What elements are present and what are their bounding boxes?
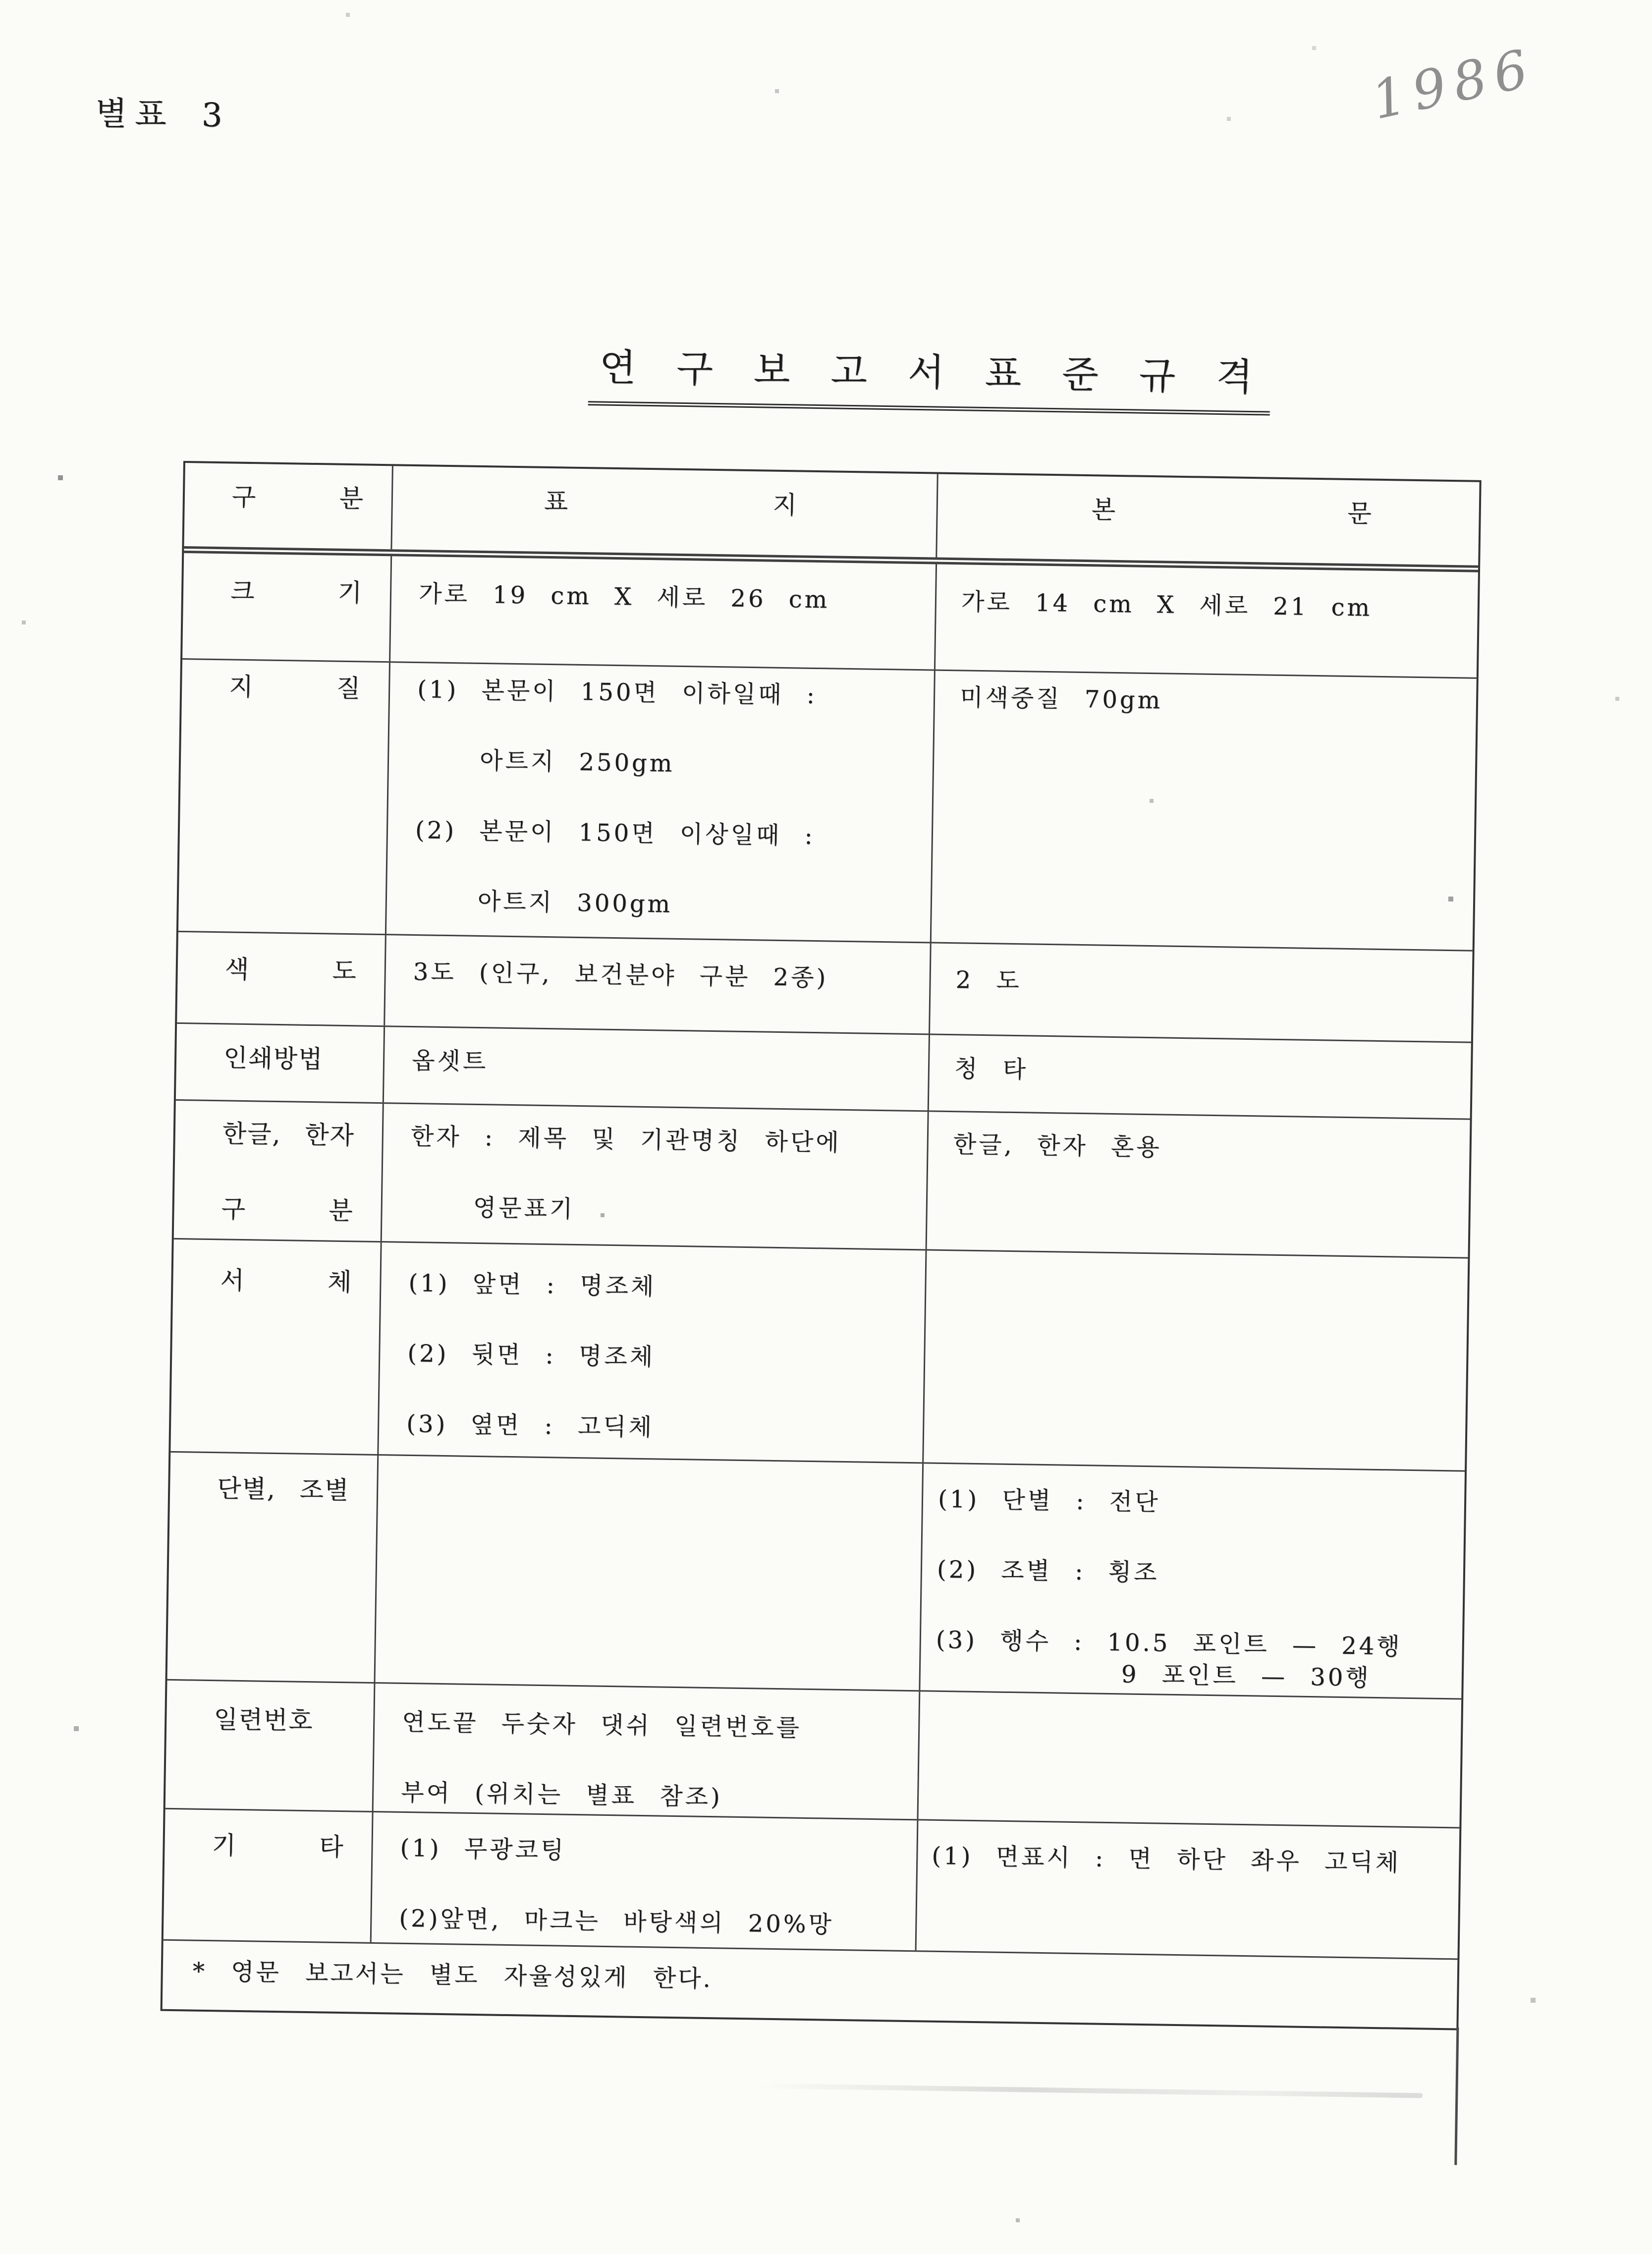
text-line: 가로 19 cm X 세로 26 cm bbox=[418, 580, 830, 614]
body-cell bbox=[936, 564, 1478, 677]
table-row-hangul-hanja bbox=[174, 1101, 1470, 1259]
text-line: 한자 : 제목 및 기관명칭 하단에 bbox=[410, 1122, 842, 1157]
text-line: 3도 (인구, 보건분야 구분 2종) bbox=[413, 958, 828, 992]
row-label-cell bbox=[177, 932, 386, 1025]
text-line: 가로 14 cm X 세로 21 cm bbox=[961, 588, 1373, 622]
text-line: (3) 행수 : 10.5 포인트 — 24행 bbox=[936, 1626, 1403, 1661]
table-row-column-setting bbox=[167, 1453, 1465, 1700]
text-line: (3) 옆면 : 고딕체 bbox=[406, 1409, 655, 1442]
header-category-label: 구 분 bbox=[231, 482, 365, 513]
table-row-serial-number bbox=[165, 1681, 1462, 1829]
table-row-typeface bbox=[170, 1240, 1468, 1472]
row-label: 크 기 bbox=[230, 576, 363, 608]
text-line: (2) 조별 : 횡조 bbox=[936, 1555, 1159, 1587]
row-label-cell bbox=[165, 1681, 376, 1811]
text-line: 영문표기 bbox=[473, 1193, 575, 1223]
row-label-line2: 구 분 bbox=[221, 1194, 354, 1226]
text-line: 아트지 300gm bbox=[477, 887, 673, 918]
cover-cell bbox=[372, 1812, 919, 1950]
row-label-cell bbox=[164, 1809, 374, 1942]
text-line: (1) 본문이 150면 이하일때 : bbox=[417, 676, 818, 710]
scan-smudge bbox=[759, 2084, 1423, 2098]
text-line: 연도끝 두숫자 댓쉬 일련번호를 bbox=[401, 1708, 802, 1742]
row-label-cell bbox=[176, 1024, 385, 1102]
table-row-paper bbox=[178, 660, 1477, 952]
body-cell bbox=[920, 1464, 1465, 1698]
body-cell bbox=[930, 944, 1473, 1042]
body-cell bbox=[924, 1250, 1468, 1470]
text-line: (2)앞면, 마크는 바탕색의 20%망 bbox=[399, 1904, 834, 1939]
row-label-cell bbox=[182, 553, 392, 661]
body-cell bbox=[927, 1112, 1470, 1257]
text-line: 부여 (위치는 별표 참조) bbox=[400, 1778, 723, 1811]
text-line: 한글, 한자 혼용 bbox=[953, 1130, 1162, 1162]
header-body-label: 본 문 bbox=[1091, 495, 1373, 528]
header-cover-cell bbox=[392, 466, 938, 557]
row-label: 기 타 bbox=[212, 1831, 344, 1862]
row-label-cell bbox=[178, 660, 390, 934]
row-label-cell bbox=[174, 1101, 384, 1241]
cover-cell bbox=[385, 935, 932, 1033]
text-line: 2 도 bbox=[955, 966, 1022, 995]
spec-table bbox=[161, 461, 1482, 2030]
row-label: 인쇄방법 bbox=[223, 1043, 324, 1074]
text-line: (1) 단별 : 전단 bbox=[937, 1485, 1160, 1517]
text-line: (1) 면표시 : 면 하단 좌우 고딕체 bbox=[931, 1842, 1401, 1877]
row-label: 한글, 한자 bbox=[222, 1119, 355, 1150]
row-label: 서 체 bbox=[220, 1266, 353, 1297]
row-label-cell bbox=[170, 1240, 382, 1454]
row-label: 지 질 bbox=[228, 672, 362, 703]
text-line: 옵셋트 bbox=[411, 1046, 489, 1076]
body-cell bbox=[932, 671, 1477, 950]
row-label-cell bbox=[167, 1453, 379, 1682]
footnote-text: * 영문 보고서는 별도 자율성있게 한다. bbox=[192, 1957, 713, 1993]
text-line: (2) 본문이 150면 이상일때 : bbox=[415, 816, 816, 850]
cover-cell bbox=[379, 1242, 927, 1462]
document-title: 연 구 보 고 서 표 준 규 격 bbox=[588, 337, 1271, 415]
text-line: (1) 앞면 : 명조체 bbox=[408, 1269, 657, 1301]
handwritten-year-annotation: 1986 bbox=[1366, 37, 1541, 131]
body-cell bbox=[917, 1820, 1460, 1958]
text-line: 미색중질 70gm bbox=[959, 683, 1163, 715]
cover-cell bbox=[375, 1456, 924, 1690]
text-line: 아트지 250gm bbox=[479, 746, 675, 778]
cover-cell bbox=[390, 556, 937, 669]
scan-specks bbox=[0, 0, 2, 2]
cover-cell bbox=[386, 663, 936, 942]
header-body-cell bbox=[937, 474, 1479, 565]
text-line: (1) 무광코팅 bbox=[400, 1834, 566, 1864]
header-cover-label: 표 지 bbox=[544, 487, 798, 520]
cover-cell bbox=[384, 1027, 930, 1110]
cover-cell bbox=[382, 1104, 929, 1249]
row-label: 일련번호 bbox=[213, 1705, 314, 1736]
table-row-etc bbox=[164, 1809, 1460, 1960]
text-line: (2) 뒷면 : 명조체 bbox=[407, 1339, 656, 1371]
body-cell bbox=[919, 1691, 1462, 1827]
body-cell bbox=[929, 1035, 1471, 1118]
scan-border-tail bbox=[1454, 2027, 1459, 2165]
row-label: 단별, 조별 bbox=[217, 1474, 350, 1505]
margin-note: 별표 3 bbox=[95, 94, 231, 135]
table-row-size bbox=[182, 553, 1478, 679]
header-category-cell bbox=[184, 463, 393, 549]
row-label: 색 도 bbox=[224, 955, 358, 986]
text-line: 9 포인트 — 30행 bbox=[1121, 1660, 1372, 1692]
text-line: 청 타 bbox=[954, 1055, 1029, 1084]
cover-cell bbox=[374, 1684, 921, 1819]
